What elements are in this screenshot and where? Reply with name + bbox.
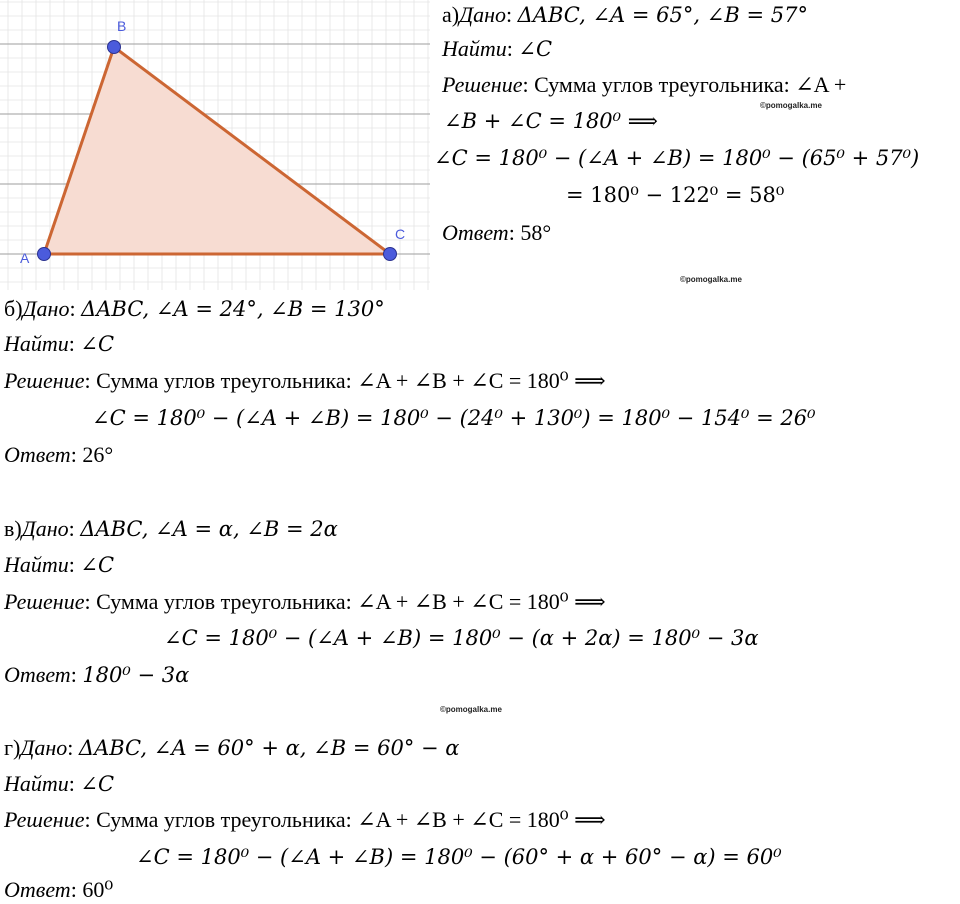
vertex-c	[384, 248, 397, 261]
watermark: ©pomogalka.me	[760, 101, 822, 110]
section-b-answer: Ответ: 26°	[4, 442, 114, 467]
answer-label: Ответ	[4, 662, 71, 687]
given-value: ΔABC, ∠A = 60° + α, ∠B = 60° − α	[78, 736, 460, 760]
solution-text: Сумма углов треугольника: ∠A + ∠B + ∠C = 180⁰ ⟹	[96, 368, 606, 393]
given-value: ΔABC, ∠A = 65°, ∠B = 57°	[517, 3, 808, 27]
section-c-given: в)Дано: ΔABC, ∠A = α, ∠B = 2α	[4, 516, 338, 541]
answer-value: 58°	[520, 220, 552, 245]
section-c-step-1: ∠C = 180⁰ − (∠A + ∠B) = 180⁰ − (α + 2α) = 180⁰ − 3α	[164, 626, 759, 650]
triangle-fill	[44, 47, 390, 254]
find-value: ∠C	[518, 37, 553, 61]
solution-label: Решение	[442, 72, 523, 97]
section-a-step-3: = 180⁰ − 122⁰ = 58⁰	[566, 183, 785, 207]
find-value: ∠C	[80, 553, 115, 577]
section-a-step-1: ∠B + ∠C = 180⁰ ⟹	[444, 109, 658, 133]
vertex-a-label: A	[20, 250, 30, 266]
section-a-find: Найти: ∠C	[442, 36, 553, 61]
find-value: ∠C	[80, 772, 115, 796]
given-value: ΔABC, ∠A = α, ∠B = 2α	[80, 517, 338, 541]
answer-label: Ответ	[442, 220, 509, 245]
find-label: Найти	[4, 331, 69, 356]
vertex-b	[108, 41, 121, 54]
given-label: Дано	[22, 296, 70, 321]
vertex-b-label: B	[117, 18, 127, 34]
section-c-answer: Ответ: 180⁰ − 3α	[4, 662, 190, 687]
answer-label: Ответ	[4, 442, 71, 467]
section-letter: б)	[4, 296, 23, 321]
watermark: ©pomogalka.me	[440, 705, 502, 714]
section-letter: г)	[4, 735, 21, 760]
answer-value: 60⁰	[82, 877, 114, 902]
given-value: ΔABC, ∠A = 24°, ∠B = 130°	[81, 297, 385, 321]
find-value: ∠C	[80, 332, 115, 356]
section-letter: в)	[4, 516, 22, 541]
section-a-given: а)Дано: ΔABC, ∠A = 65°, ∠B = 57°	[442, 2, 808, 27]
section-d-solution: Решение: Сумма углов треугольника: ∠A + ∠B + ∠C = 180⁰ ⟹	[4, 807, 606, 832]
answer-value: 180⁰ − 3α	[82, 663, 190, 687]
given-label: Дано	[21, 516, 69, 541]
answer-value: 26°	[82, 442, 114, 467]
given-label: Дано	[20, 735, 68, 760]
solution-text: Сумма углов треугольника: ∠A + ∠B + ∠C = 180⁰ ⟹	[96, 807, 606, 832]
given-label: Дано	[459, 2, 507, 27]
section-c-find: Найти: ∠C	[4, 552, 115, 577]
vertex-c-label: C	[395, 226, 406, 242]
solution-label: Решение	[4, 589, 85, 614]
find-label: Найти	[442, 36, 507, 61]
section-a-step-2: ∠C = 180⁰ − (∠A + ∠B) = 180⁰ − (65⁰ + 57⁰)	[434, 146, 920, 170]
section-letter: а)	[442, 2, 460, 27]
solution-text: Сумма углов треугольника: ∠A +	[534, 72, 847, 97]
triangle-figure	[0, 0, 430, 290]
section-a-solution: Решение: Сумма углов треугольника: ∠A +	[442, 72, 847, 97]
vertex-a	[38, 248, 51, 261]
section-b-solution: Решение: Сумма углов треугольника: ∠A + ∠B + ∠C = 180⁰ ⟹	[4, 368, 606, 393]
section-b-find: Найти: ∠C	[4, 331, 115, 356]
watermark: ©pomogalka.me	[680, 275, 742, 284]
section-c-solution: Решение: Сумма углов треугольника: ∠A + ∠B + ∠C = 180⁰ ⟹	[4, 589, 606, 614]
answer-label: Ответ	[4, 877, 71, 902]
section-a-answer: Ответ: 58°	[442, 220, 552, 245]
solution-text: Сумма углов треугольника: ∠A + ∠B + ∠C = 180⁰ ⟹	[96, 589, 606, 614]
section-b-step-1: ∠C = 180⁰ − (∠A + ∠B) = 180⁰ − (24⁰ + 130⁰) = 180⁰ − 154⁰ = 26⁰	[92, 406, 816, 430]
find-label: Найти	[4, 552, 69, 577]
section-b-given: б)Дано: ΔABC, ∠A = 24°, ∠B = 130°	[4, 296, 385, 321]
solution-label: Решение	[4, 807, 85, 832]
find-label: Найти	[4, 771, 69, 796]
section-d-answer: Ответ: 60⁰	[4, 877, 114, 902]
solution-label: Решение	[4, 368, 85, 393]
section-d-find: Найти: ∠C	[4, 771, 115, 796]
section-d-given: г)Дано: ΔABC, ∠A = 60° + α, ∠B = 60° − α	[4, 735, 460, 760]
section-d-step-1: ∠C = 180⁰ − (∠A + ∠B) = 180⁰ − (60° + α + 60° − α) = 60⁰	[136, 845, 782, 869]
